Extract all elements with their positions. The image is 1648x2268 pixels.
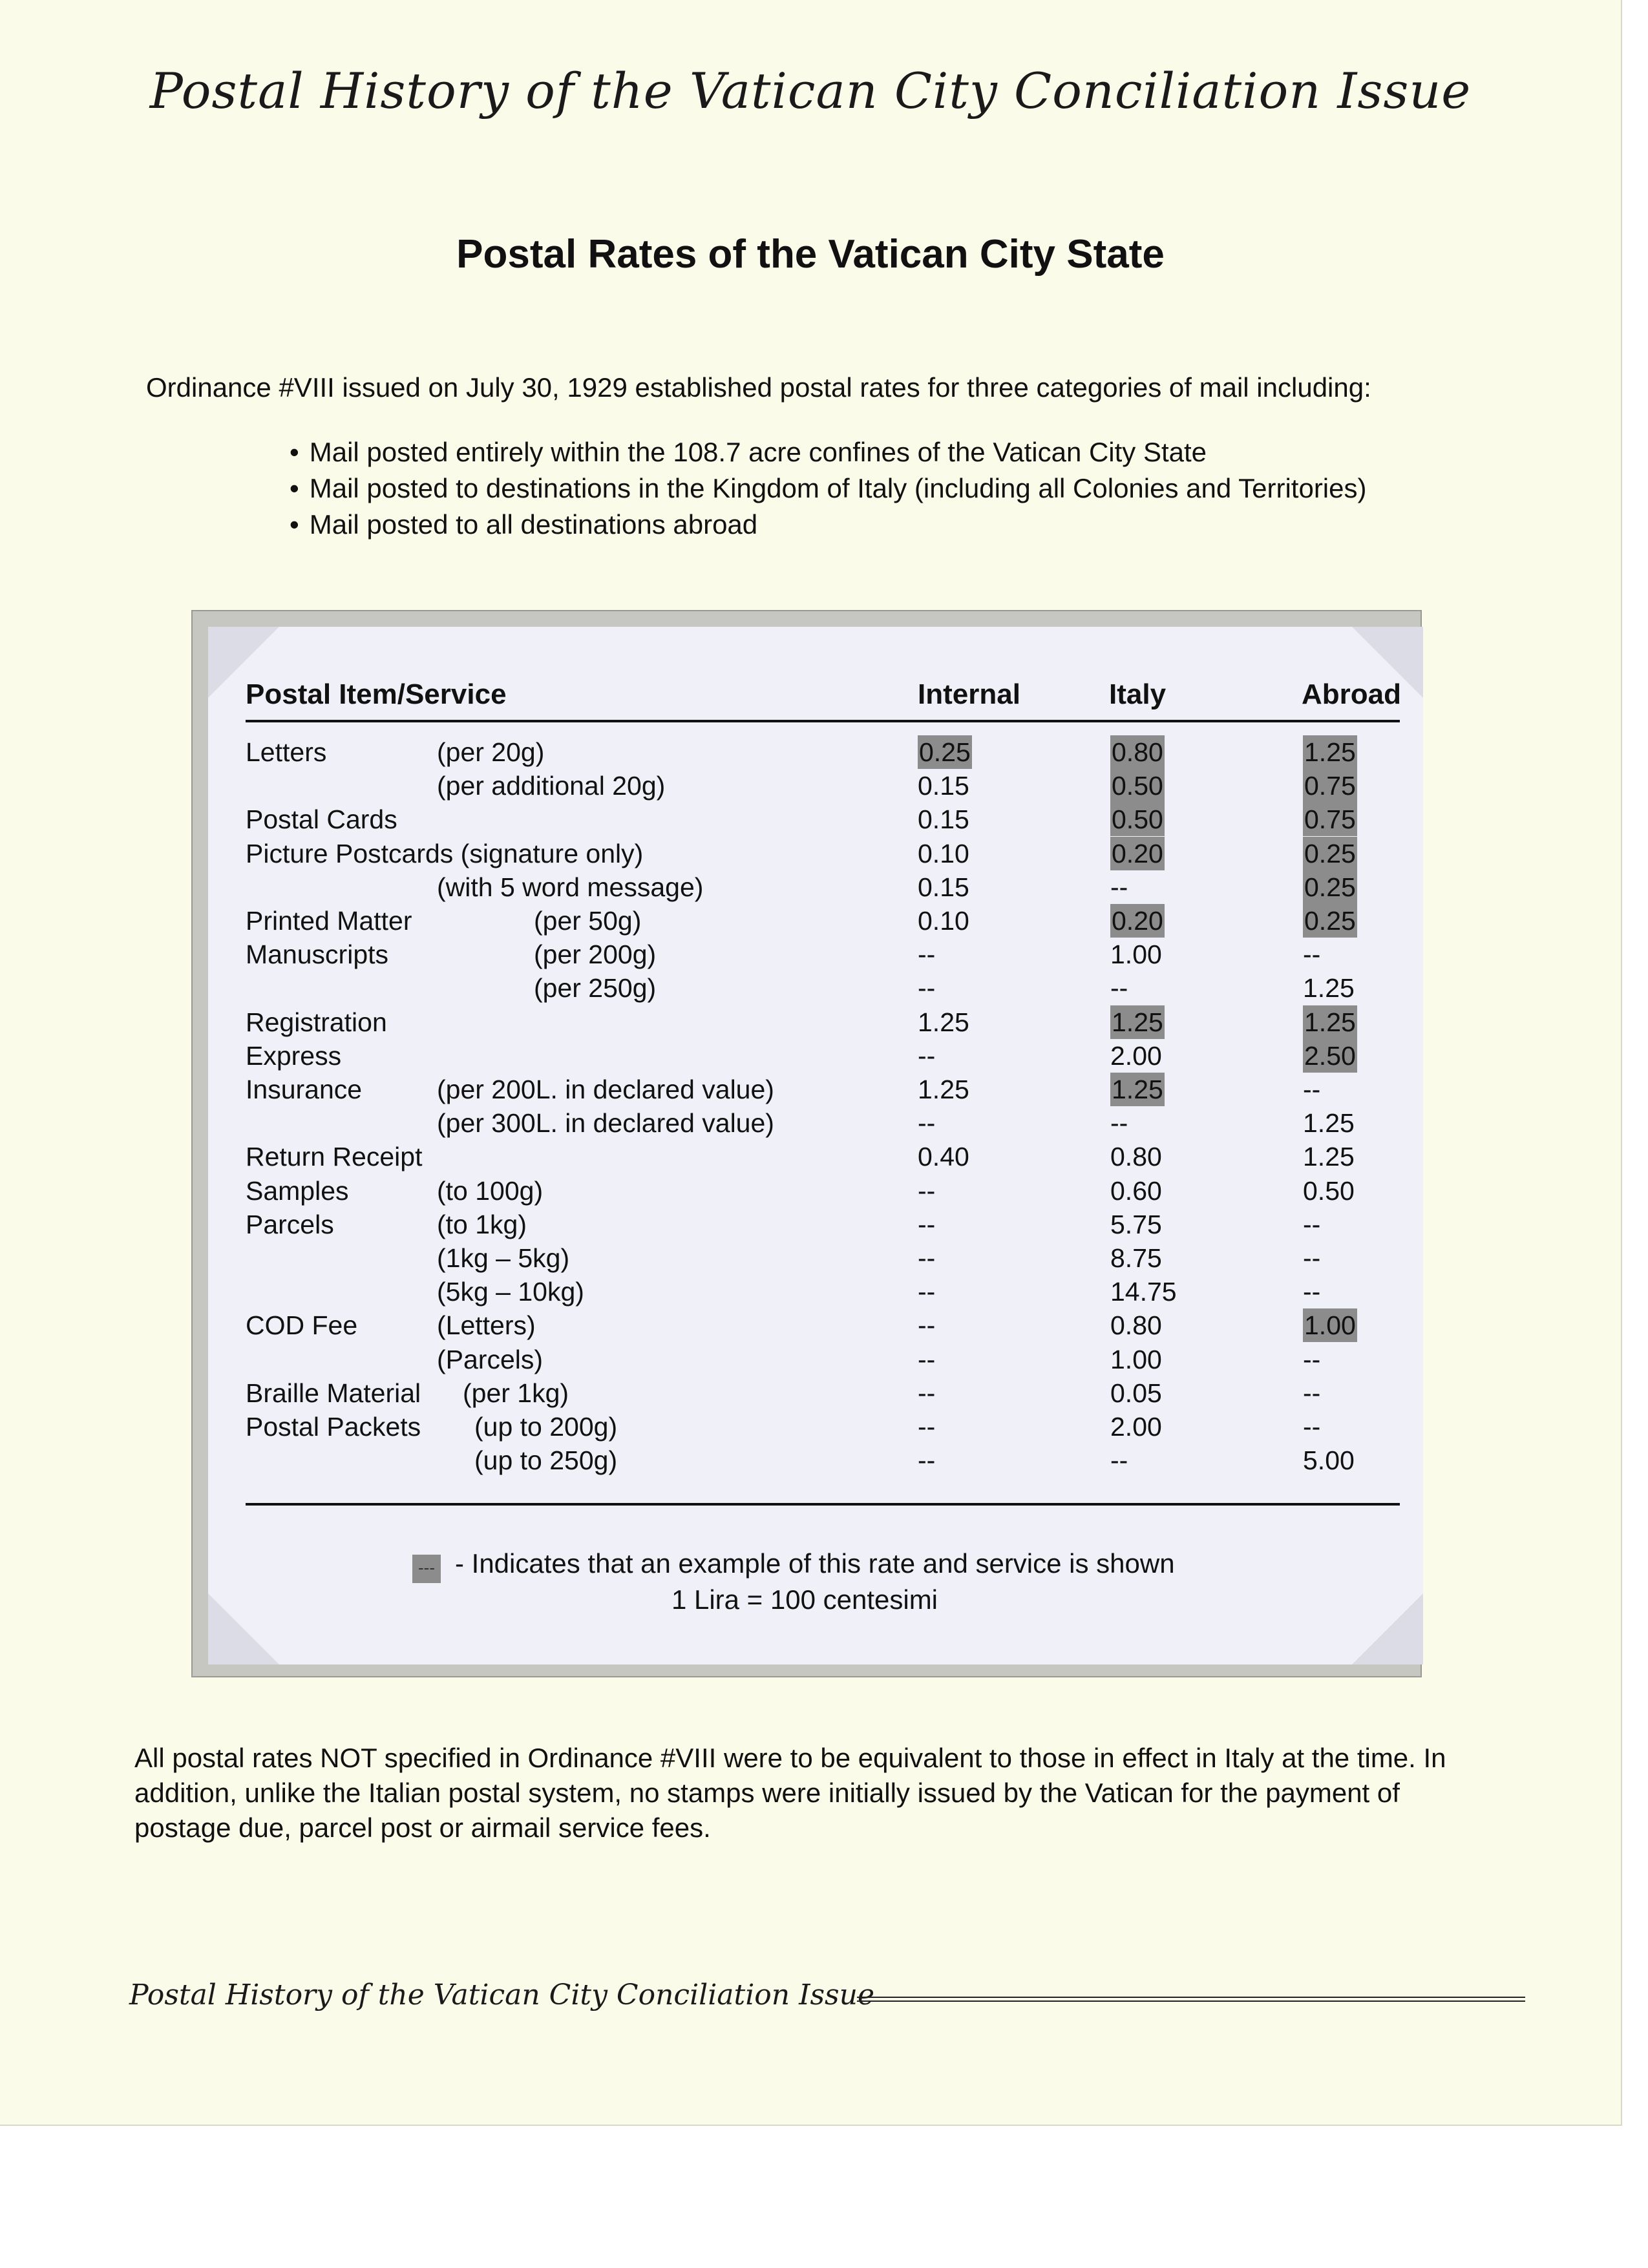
rate-cell-abroad: -- [1303,1344,1321,1374]
row-item-label: Insurance [246,1075,363,1104]
rate-cell-italy: 1.25 [1110,1005,1165,1039]
table-row [0,1140,1648,1173]
rate-cell-abroad: -- [1303,1243,1321,1273]
row-detail-label: (per 300L. in declared value) [437,1108,774,1139]
rate-cell-abroad: 2.50 [1303,1039,1357,1073]
row-item-label: Braille Material [246,1378,421,1408]
rate-cell-abroad: 1.25 [1303,973,1355,1003]
rate-cell-abroad: 0.25 [1303,870,1357,904]
rate-cell-abroad: 1.25 [1303,1108,1355,1139]
row-item-label: COD Fee [246,1310,358,1341]
legend-text: - Indicates that an example of this rate and service is shown [455,1548,1175,1579]
rate-cell-internal: -- [918,1378,936,1408]
rate-cell-internal: 0.15 [918,872,969,902]
currency-note: 1 Lira = 100 centesimi [671,1584,938,1615]
row-detail-label: (Letters) [437,1310,536,1341]
rate-cell-italy: -- [1110,973,1128,1003]
rate-cell-italy: -- [1110,1445,1128,1476]
rate-cell-italy: 2.00 [1110,1412,1162,1442]
table-bottom-rule [246,1503,1400,1506]
rate-cell-internal: 1.25 [918,1075,969,1104]
rate-cell-internal: -- [918,1175,936,1206]
rate-cell-abroad: -- [1303,1209,1321,1239]
table-row [0,1039,1648,1073]
rate-cell-italy: 0.50 [1110,769,1165,803]
row-item-label: Parcels [246,1209,334,1239]
rate-cell-italy: 2.00 [1110,1040,1162,1071]
table-row [0,1208,1648,1241]
table-row [0,904,1648,938]
column-header-abroad: Abroad [1302,678,1401,710]
row-detail-label: (up to 250g) [474,1445,618,1476]
table-row [0,1376,1648,1410]
rate-cell-italy: -- [1110,1108,1128,1139]
rate-cell-internal: -- [918,1277,936,1307]
rate-cell-internal: 0.40 [918,1142,969,1172]
column-header-internal: Internal [918,678,1020,710]
column-header-item: Postal Item/Service [246,678,507,710]
rate-cell-italy: 0.20 [1110,904,1165,938]
footer-rule [857,1997,1525,2002]
table-row [0,735,1648,769]
row-detail-label: (Parcels) [437,1344,544,1374]
rate-cell-internal: -- [918,1108,936,1139]
page-title: Postal Rates of the Vatican City State [456,232,1165,277]
rate-cell-internal: -- [918,1344,936,1374]
rate-cell-abroad: 0.75 [1303,769,1357,803]
table-top-rule [246,720,1400,722]
row-detail-label: (1kg – 5kg) [437,1243,570,1273]
rate-cell-italy: -- [1110,872,1128,902]
row-detail-label: (with 5 word message) [437,872,704,902]
rate-cell-internal: 0.10 [918,838,969,868]
row-item-label: Postal Cards [246,804,397,835]
row-detail-label: (to 100g) [437,1175,544,1206]
rate-cell-italy: 5.75 [1110,1209,1162,1239]
row-detail-label: (to 1kg) [437,1209,527,1239]
rate-cell-abroad: 5.00 [1303,1445,1355,1476]
table-row [0,938,1648,971]
rate-cell-internal: 0.10 [918,906,969,936]
rate-cell-internal: -- [918,1209,936,1239]
list-item: • Mail posted entirely within the 108.7 acre confines of the Vatican City State [290,434,1366,470]
page-footer-script-title: Postal History of the Vatican City Conciliation Issue [129,1979,875,2011]
row-item-label: Return Receipt [246,1142,423,1172]
row-item-label: Express [246,1040,342,1071]
rate-cell-italy: 0.05 [1110,1378,1162,1408]
rate-cell-internal: -- [918,1445,936,1476]
intro-text: Ordinance #VIII issued on July 30, 1929 established postal rates for three categories of mail including: [146,372,1371,403]
table-row [0,769,1648,803]
row-detail-label: (per 250g) [534,973,657,1003]
table-row [0,1275,1648,1308]
table-row [0,1241,1648,1275]
row-detail-label: (per 200g) [534,940,657,970]
rate-cell-abroad: 0.50 [1303,1175,1355,1206]
rate-cell-italy: 0.80 [1110,1310,1162,1341]
row-detail-label: (5kg – 10kg) [437,1277,584,1307]
rate-cell-abroad: 0.25 [1303,904,1357,938]
rate-cell-italy: 1.00 [1110,1344,1162,1374]
table-row [0,837,1648,870]
rate-cell-abroad: -- [1303,1075,1321,1104]
table-row [0,1410,1648,1444]
row-item-label: Letters [246,737,327,767]
row-detail-label: (per additional 20g) [437,771,666,801]
table-row [0,1444,1648,1477]
table-row [0,1073,1648,1106]
rate-cell-abroad: -- [1303,1378,1321,1408]
table-row [0,870,1648,904]
table-row [0,1106,1648,1140]
rate-cell-abroad: 0.75 [1303,803,1357,836]
row-detail-label: (per 20g) [437,737,545,767]
table-row [0,803,1648,836]
row-detail-label: (up to 200g) [474,1412,618,1442]
mail-category-list [290,434,1366,543]
page-header-script-title: Postal History of the Vatican City Conciliation Issue [149,62,1472,120]
row-item-label: Registration [246,1007,387,1037]
rate-cell-italy: 0.80 [1110,735,1165,769]
rate-cell-italy: 1.25 [1110,1073,1165,1106]
rate-cell-internal: 0.25 [918,735,972,769]
rate-cell-abroad: -- [1303,940,1321,970]
closing-paragraph: All postal rates NOT specified in Ordinance #VIII were to be equivalent to those in effect in Italy at the time. In addition, unlike the Italian postal system, no stamps were initially issued by the Vatican for the payment of postage due, parcel post or airmail service fees. [134,1743,1446,1843]
rate-cell-internal: -- [918,1243,936,1273]
table-row [0,1174,1648,1208]
rate-cell-italy: 14.75 [1110,1277,1177,1307]
rate-cell-internal: -- [918,973,936,1003]
row-item-label: Printed Matter [246,906,412,936]
rate-cell-internal: -- [918,940,936,970]
row-detail-label: (per 1kg) [463,1378,569,1408]
table-row [0,971,1648,1005]
rate-cell-abroad: 1.25 [1303,1005,1357,1039]
list-item: • Mail posted to all destinations abroad [290,507,1366,543]
rate-cell-internal: 0.15 [918,804,969,835]
row-item-label: Postal Packets [246,1412,421,1442]
rate-cell-italy: 0.60 [1110,1175,1162,1206]
rate-cell-italy: 0.50 [1110,803,1165,836]
rate-cell-internal: -- [918,1310,936,1341]
column-header-italy: Italy [1109,678,1167,710]
rate-cell-abroad: -- [1303,1412,1321,1442]
rate-cell-abroad: 1.00 [1303,1308,1357,1342]
rate-cell-internal: -- [918,1412,936,1442]
rate-cell-italy: 8.75 [1110,1243,1162,1273]
rate-cell-internal: -- [918,1040,936,1071]
highlight-legend-swatch: --- [412,1555,441,1583]
rate-cell-italy: 0.80 [1110,1142,1162,1172]
rate-cell-internal: 0.15 [918,771,969,801]
table-row [0,1308,1648,1342]
table-row [0,1005,1648,1039]
row-item-label: Manuscripts [246,940,389,970]
rate-cell-abroad: 1.25 [1303,735,1357,769]
row-item-label: Picture Postcards (signature only) [246,838,644,868]
rate-cell-internal: 1.25 [918,1007,969,1037]
rate-cell-italy: 1.00 [1110,940,1162,970]
rate-cell-abroad: 1.25 [1303,1142,1355,1172]
rate-cell-abroad: -- [1303,1277,1321,1307]
table-row [0,1343,1648,1376]
rate-cell-abroad: 0.25 [1303,837,1357,870]
row-item-label: Samples [246,1175,349,1206]
list-item: • Mail posted to destinations in the Kingdom of Italy (including all Colonies and Territories) [290,470,1366,507]
rate-cell-italy: 0.20 [1110,837,1165,870]
row-detail-label: (per 50g) [534,906,642,936]
row-detail-label: (per 200L. in declared value) [437,1075,774,1104]
